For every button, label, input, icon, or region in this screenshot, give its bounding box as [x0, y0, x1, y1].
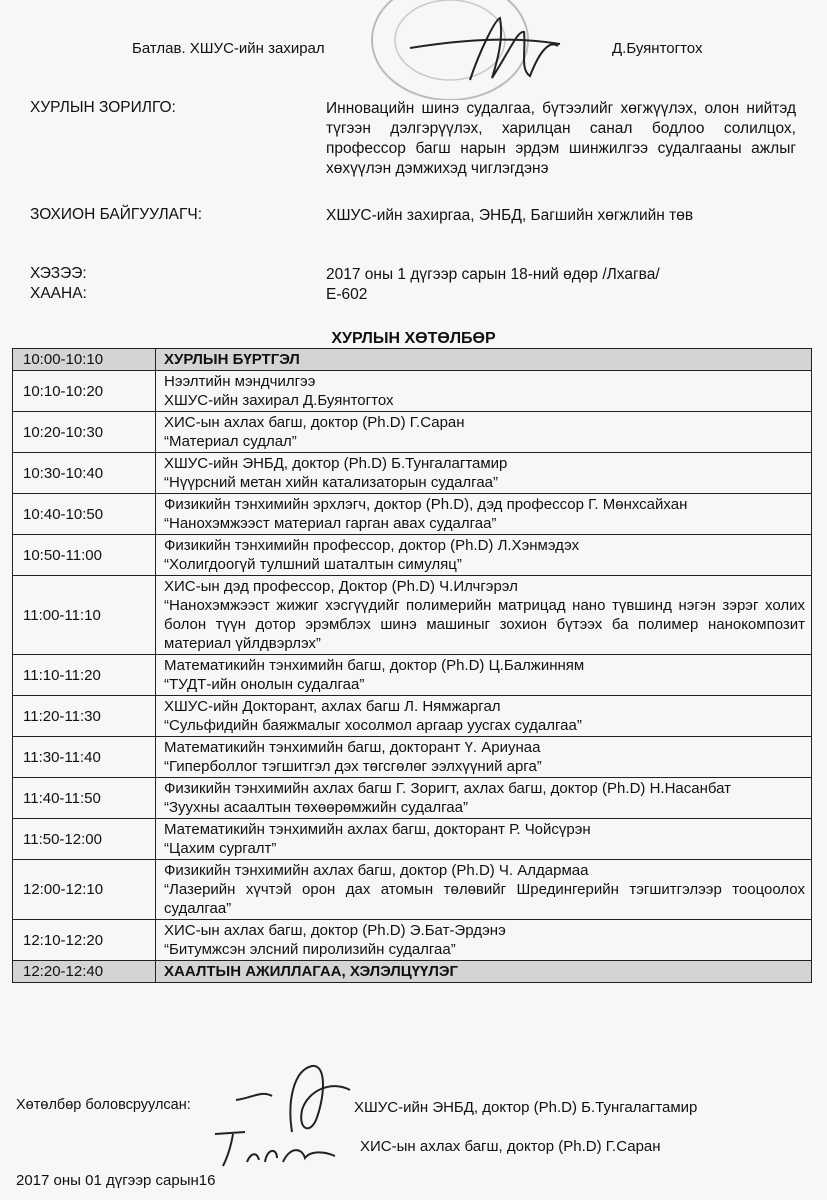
- presenter-line: ХШУС-ийн Докторант, ахлах багш Л. Нямжаргал: [164, 698, 501, 715]
- program-title: ХУРЛЫН ХӨТӨЛБӨР: [331, 330, 496, 347]
- topic-line: “Материал судлал”: [164, 433, 297, 450]
- where-text: Е-602: [326, 286, 368, 303]
- schedule-row: [13, 860, 812, 920]
- schedule-row: [13, 737, 812, 778]
- schedule-time: 11:20-11:30: [13, 696, 156, 737]
- schedule-time: 12:00-12:10: [13, 860, 156, 920]
- schedule-description: [156, 778, 812, 819]
- topic-line: “Гиперболлог тэгшитгэл дэх төгсгөлөг ээлхүүний арга”: [164, 758, 542, 775]
- presenter-line: ХААЛТЫН АЖИЛЛАГАА, ХЭЛЭЛЦҮҮЛЭГ: [164, 963, 459, 980]
- preparer-2: ХИС-ын ахлах багш, доктор (Ph.D) Г.Саран: [360, 1138, 661, 1155]
- schedule-row: [13, 494, 812, 535]
- where-label: ХААНА:: [30, 285, 87, 302]
- topic-line: “Зуухны асаалтын төхөөрөмжийн судалгаа”: [164, 799, 468, 816]
- schedule-time: 10:50-11:00: [13, 535, 156, 576]
- schedule-time: 10:20-10:30: [13, 412, 156, 453]
- presenter-line: Математикийн тэнхимийн багш, докторант Ү. Ариунаа: [164, 739, 541, 756]
- presenter-line: Физикийн тэнхимийн эрхлэгч, доктор (Ph.D), дэд профессор Г. Мөнхсайхан: [164, 496, 688, 513]
- schedule-description: [156, 535, 812, 576]
- schedule-description: [156, 349, 812, 371]
- goal-text: Инновацийн шинэ судалгаа, бүтээлийг хөгжүүлэх, олон нийтэд түгээн дэлгэрүүлэх, харилцан санал бодлоо солилцох, профессор багш нарын эрдэм шинжилгээ судалгааны ажлыг хөхүүлэн дэмжихэд чиглэгдэнэ: [326, 100, 796, 177]
- presenter-line: Нээлтийн мэндчилгээ: [164, 373, 316, 390]
- schedule-row: [13, 576, 812, 655]
- preparer-1: ХШУС-ийн ЭНБД, доктор (Ph.D) Б.Тунгалагтамир: [354, 1099, 698, 1116]
- presenter-line: ХИС-ын ахлах багш, доктор (Ph.D) Г.Саран: [164, 414, 465, 431]
- topic-line: “ТУДТ-ийн онолын судалгаа”: [164, 676, 365, 693]
- schedule-table: [12, 348, 812, 983]
- schedule-description: [156, 655, 812, 696]
- topic-line: “Сульфидийн баяжмалыг хосолмол аргаар уусгах судалгаа”: [164, 717, 582, 734]
- schedule-row: [13, 412, 812, 453]
- presenter-line: Физикийн тэнхимийн ахлах багш, доктор (Ph.D) Ч. Алдармаа: [164, 862, 589, 879]
- schedule-description: [156, 696, 812, 737]
- topic-line: “Нанохэмжээст жижиг хэсгүүдийг полимерийн матрицад нано түвшинд нэгэн зэрэг холих болон түүн дотор эрэмблэх шинэ машиныг зохион бүтээх ба полимер нанокомпозит материал үйлдвэрлэх”: [164, 597, 805, 652]
- schedule-time: 10:30-10:40: [13, 453, 156, 494]
- schedule-row: [13, 696, 812, 737]
- schedule-row: [13, 453, 812, 494]
- when-text: 2017 оны 1 дүгээр сарын 18-ний өдөр /Лхагва/: [326, 266, 660, 283]
- organizer-label: ЗОХИОН БАЙГУУЛАГЧ:: [30, 206, 203, 223]
- preparer-2-signature: [205, 1122, 355, 1172]
- schedule-description: [156, 453, 812, 494]
- approver-name: Д.Буянтогтох: [612, 40, 703, 57]
- when-label: ХЭЗЭЭ:: [30, 265, 87, 282]
- topic-line: “Нанохэмжээст материал гарган авах судалгаа”: [164, 515, 497, 532]
- schedule-description: [156, 737, 812, 778]
- presenter-line: ХШУС-ийн ЭНБД, доктор (Ph.D) Б.Тунгалагтамир: [164, 455, 508, 472]
- schedule-description: [156, 961, 812, 983]
- schedule-description: [156, 920, 812, 961]
- presenter-line: ХУРЛЫН БҮРТГЭЛ: [164, 351, 300, 368]
- schedule-row: [13, 535, 812, 576]
- presenter-line: ХИС-ын дэд профессор, Доктор (Ph.D) Ч.Илчгэрэл: [164, 578, 518, 595]
- schedule-row: [13, 655, 812, 696]
- schedule-time: 11:10-11:20: [13, 655, 156, 696]
- schedule-time: 11:50-12:00: [13, 819, 156, 860]
- prepared-label: Хөтөлбөр боловсруулсан:: [16, 1097, 191, 1113]
- schedule-time: 10:00-10:10: [13, 349, 156, 371]
- schedule-time: 12:10-12:20: [13, 920, 156, 961]
- schedule-time: 11:40-11:50: [13, 778, 156, 819]
- schedule-description: [156, 412, 812, 453]
- topic-line: ХШУС-ийн захирал Д.Буянтогтох: [164, 392, 394, 409]
- topic-line: “Цахим сургалт”: [164, 840, 277, 857]
- document-date: 2017 оны 01 дүгээр сарын16: [16, 1172, 216, 1189]
- organizer-text: ХШУС-ийн захиргаа, ЭНБД, Багшийн хөгжлийн төв: [326, 207, 694, 224]
- schedule-time: 10:40-10:50: [13, 494, 156, 535]
- schedule-row: [13, 371, 812, 412]
- presenter-line: Математикийн тэнхимийн ахлах багш, докторант Р. Чойсүрэн: [164, 821, 591, 838]
- presenter-line: Математикийн тэнхимийн багш, доктор (Ph.D) Ц.Балжинням: [164, 657, 585, 674]
- topic-line: “Холигдоогүй тулшний шаталтын симуляц”: [164, 556, 462, 573]
- schedule-time: 11:30-11:40: [13, 737, 156, 778]
- schedule-time: 12:20-12:40: [13, 961, 156, 983]
- schedule-description: [156, 494, 812, 535]
- schedule-time: 10:10-10:20: [13, 371, 156, 412]
- schedule-time: 11:00-11:10: [13, 576, 156, 655]
- topic-line: “Битумжсэн элсний пиролизийн судалгаа”: [164, 941, 456, 958]
- schedule-description: [156, 576, 812, 655]
- approval-label: Батлав. ХШУС-ийн захирал: [132, 40, 325, 57]
- presenter-line: ХИС-ын ахлах багш, доктор (Ph.D) Э.Бат-Эрдэнэ: [164, 922, 506, 939]
- topic-line: “Нүүрсний метан хийн катализаторын судалгаа”: [164, 474, 498, 491]
- presenter-line: Физикийн тэнхимийн профессор, доктор (Ph.D) Л.Хэнмэдэх: [164, 537, 580, 554]
- schedule-row: [13, 819, 812, 860]
- presenter-line: Физикийн тэнхимийн ахлах багш Г. Зоригт, ахлах багш, доктор (Ph.D) Н.Насанбат: [164, 780, 731, 797]
- schedule-row: [13, 778, 812, 819]
- schedule-description: [156, 371, 812, 412]
- schedule-description: [156, 860, 812, 920]
- schedule-row: [13, 961, 812, 983]
- schedule-row: [13, 349, 812, 371]
- topic-line: “Лазерийн хүчтэй орон дах атомын төлөвийг Шредингерийн тэгшитгэлээр тооцоолох судалгаа”: [164, 881, 805, 917]
- director-signature: [400, 10, 570, 90]
- schedule-row: [13, 920, 812, 961]
- goal-label: ХУРЛЫН ЗОРИЛГО:: [30, 99, 176, 116]
- schedule-description: [156, 819, 812, 860]
